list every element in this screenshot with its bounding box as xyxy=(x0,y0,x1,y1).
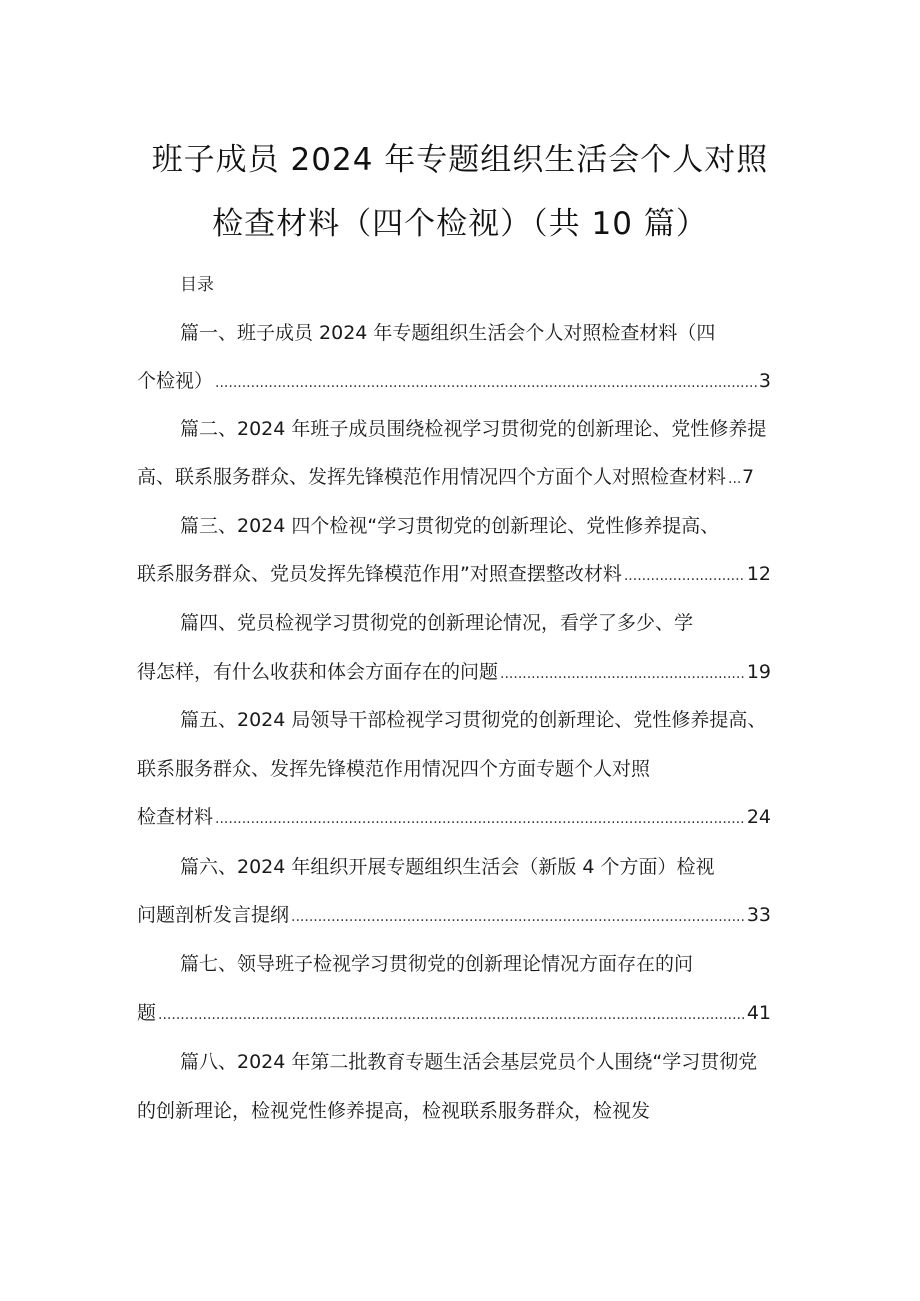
toc-entry-5-last-line[interactable] xyxy=(137,805,771,831)
document-title-line-1: 班子成员 2024 年专题组织生活会个人对照 xyxy=(151,142,769,178)
toc-entry-6-page: 33 xyxy=(746,904,771,926)
toc-entry-6-line-1[interactable]: 篇六、2024 年组织开展专题组织生活会（新版 4 个方面）检视 xyxy=(180,856,715,878)
toc-entry-7-text: 题 xyxy=(137,1002,157,1024)
toc-entry-7-last-line[interactable] xyxy=(137,1001,771,1027)
toc-entry-1-text: 个检视） xyxy=(137,370,214,392)
toc-entry-5-text: 检查材料 xyxy=(137,806,214,828)
toc-entry-6-last-line[interactable] xyxy=(137,903,771,929)
toc-entry-4-page: 19 xyxy=(746,661,771,683)
toc-entry-7-line-1[interactable]: 篇七、领导班子检视学习贯彻党的创新理论情况方面存在的问 xyxy=(180,953,694,975)
toc-entry-5-line-2[interactable]: 联系服务群众、发挥先锋模范作用情况四个方面专题个人对照 xyxy=(137,758,651,780)
toc-entry-3-line-1[interactable]: 篇三、2024 四个检视“学习贯彻党的创新理论、党性修养提高、 xyxy=(180,515,720,537)
toc-entry-4-line-1[interactable]: 篇四、党员检视学习贯彻党的创新理论情况，看学了多少、学 xyxy=(180,612,694,634)
dot-leader xyxy=(291,905,745,929)
toc-entry-2-line-1[interactable]: 篇二、2024 年班子成员围绕检视学习贯彻党的创新理论、党性修养提 xyxy=(180,418,767,440)
toc-entry-7-page: 41 xyxy=(746,1002,771,1024)
toc-entry-5-page: 24 xyxy=(746,806,771,828)
dot-leader xyxy=(215,371,757,395)
toc-entry-8-line-1[interactable]: 篇八、2024 年第二批教育专题生活会基层党员个人围绕“学习贯彻党 xyxy=(180,1051,758,1073)
toc-entry-2-last-line[interactable] xyxy=(137,465,771,491)
dot-leader xyxy=(624,564,745,588)
toc-entry-4-text: 得怎样，有什么收获和体会方面存在的问题 xyxy=(137,661,499,683)
toc-entry-3-page: 12 xyxy=(746,563,771,585)
dot-leader xyxy=(158,1003,745,1027)
toc-entry-1-last-line[interactable] xyxy=(137,369,771,395)
dot-leader xyxy=(215,807,745,831)
toc-entry-1-page: 3 xyxy=(758,370,771,392)
toc-heading: 目录 xyxy=(180,275,214,295)
toc-entry-3-last-line[interactable] xyxy=(137,562,771,588)
toc-entry-5-line-1[interactable]: 篇五、2024 局领导干部检视学习贯彻党的创新理论、党性修养提高、 xyxy=(180,709,767,731)
toc-entry-2-text: 高、联系服务群众、发挥先锋模范作用情况四个方面个人对照检查材料 xyxy=(137,466,727,488)
toc-entry-1-line-1[interactable]: 篇一、班子成员 2024 年专题组织生活会个人对照检查材料（四 xyxy=(180,322,716,344)
dot-leader xyxy=(728,467,740,491)
toc-entry-8-line-2[interactable]: 的创新理论，检视党性修养提高，检视联系服务群众，检视发 xyxy=(137,1100,651,1122)
document-title-line-2: 检查材料（四个检视）（共 10 篇） xyxy=(212,206,708,242)
toc-entry-4-last-line[interactable] xyxy=(137,660,771,686)
toc-entry-3-text: 联系服务群众、党员发挥先锋模范作用”对照查摆整改材料 xyxy=(137,563,622,585)
toc-entry-6-text: 问题剖析发言提纲 xyxy=(137,904,290,926)
toc-entry-2-page: 7 xyxy=(742,466,755,488)
dot-leader xyxy=(500,662,745,686)
